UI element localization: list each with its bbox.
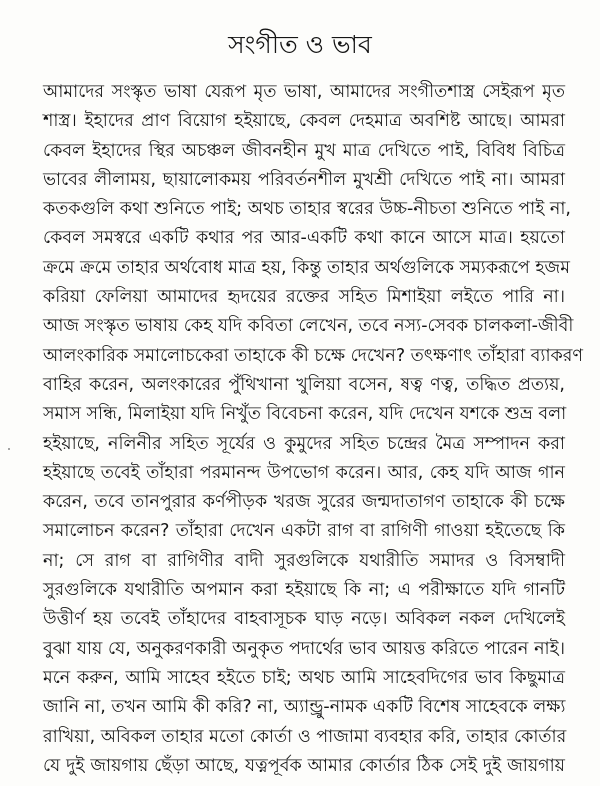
body-paragraph	[43, 78, 583, 781]
text-line: আলংকারিক সমালোচকেরা তাহাকে কী চক্ষে দেখেন? তৎক্ষণাৎ তাঁহারা ব্যাকরণ	[43, 345, 583, 366]
text-line: রাখিয়া, অবিকল তাহার মতো কোর্তা ও পাজামা ব্যবহার করি, তাহার কোর্তার	[43, 726, 567, 747]
text-line: বুঝা যায় যে, অনুকরণকারী অনুকৃত পদার্থের ভাব আয়ত্ত করিতে পারেন নাই।	[43, 638, 565, 659]
text-line: আমাদের সংস্কৃত ভাষা যেরূপ মৃত ভাষা, আমাদের সংগীতশাস্ত্র সেইরূপ মৃত	[43, 82, 565, 102]
text-line: সমাস সন্ধি, মিলাইয়া যদি নিখুঁত বিবেচনা করেন, যদি দেখেন যশকে শুভ্র বলা	[43, 404, 567, 425]
text-line: কেবল ইহাদের স্থির অচঞ্চল জীবনহীন মুখ মাত্র দেখিতে পাই, বিবিধ বিচিত্র	[43, 140, 565, 161]
text-line: জানি না, তখন আমি কী করি? না, অ্যান্ড্রু-নামক একটি বিশেষ সাহেবকে লক্ষ্য	[43, 697, 566, 718]
page-title: সংগীত ও ভাব	[228, 30, 372, 59]
text-line: আজ সংস্কৃত ভাষায় কেহ যদি কবিতা লেখেন, তবে নস্য-সেবক চালকলা-জীবী	[43, 316, 574, 337]
text-line: বাহির করেন, অলংকারের পুঁথিখানা খুলিয়া বসেন, ষত্ব ণত্ব, তদ্ধিত প্রত্যয়,	[43, 374, 565, 395]
text-line: কেবল সমস্বরে একটি কথার পর আর-একটি কথা কানে আসে মাত্র। হয়তো	[43, 228, 565, 249]
text-line: হইয়াছে তবেই তাঁহারা পরমানন্দ উপভোগ করেন। আর, কেহ যদি আজ গান	[43, 462, 565, 483]
text-line: কতকগুলি কথা শুনিতে পাই; অথচ তাহার স্বরের উচ্চ-নীচতা শুনিতে পাই না,	[43, 199, 571, 220]
text-line: উত্তীর্ণ হয় তবেই তাঁহাদের বাহবাসূচক ঘাড় নড়ে। অবিকল নকল দেখিলেই	[43, 609, 565, 630]
text-line: মনে করুন, আমি সাহেব হইতে চাই; অথচ আমি সাহেবদিগের ভাব কিছুমাত্র	[43, 667, 565, 688]
text-line: ক্রমে ক্রমে তাহার অর্থবোধ মাত্র হয়, কিন্তু তাহার অর্থগুলিকে সম্যকরূপে হজম	[43, 257, 570, 278]
text-line: শাস্ত্র। ইহাদের প্রাণ বিয়োগ হইয়াছে, কেবল দেহমাত্র অবশিষ্ট আছে। আমরা	[43, 111, 565, 132]
text-line: সমালোচন করেন? তাঁহারা দেখেন একটা রাগ বা রাগিণী গাওয়া হইতেছে কি	[43, 521, 565, 542]
text-line: সুরগুলিকে যথারীতি অপমান করা হইয়াছে কি না; এ পরীক্ষাতে যদি গানটি	[43, 580, 565, 601]
text-line: ভাবের লীলাময়, ছায়ালোকময় পরিবর্তনশীল মুখশ্রী দেখিতে পাই না। আমরা	[43, 169, 565, 190]
text-line: হইয়াছে, নলিনীর সহিত সূর্যের ও কুমুদের সহিত চন্দ্রের মৈত্র সম্পাদন করা	[43, 433, 565, 454]
text-line: করিয়া ফেলিয়া আমাদের হৃদয়ের রক্তের সহিত মিশাইয়া লইতে পারি না।	[43, 287, 565, 308]
text-line: না; সে রাগ বা রাগিণীর বাদী সুরগুলিকে যথারীতি সমাদর ও বিসম্বাদী	[43, 550, 565, 571]
text-line: যে দুই জায়গায় ছেঁড়া আছে, যত্নপূর্বক আমার কোর্তার ঠিক সেই দুই জায়গায়	[43, 755, 565, 776]
scan-speck	[8, 448, 10, 450]
text-line: করেন, তবে তানপুরার কর্ণপীড়ক খরজ সুরের জন্মদাতাগণ তাহাকে কী চক্ষে	[43, 492, 565, 513]
